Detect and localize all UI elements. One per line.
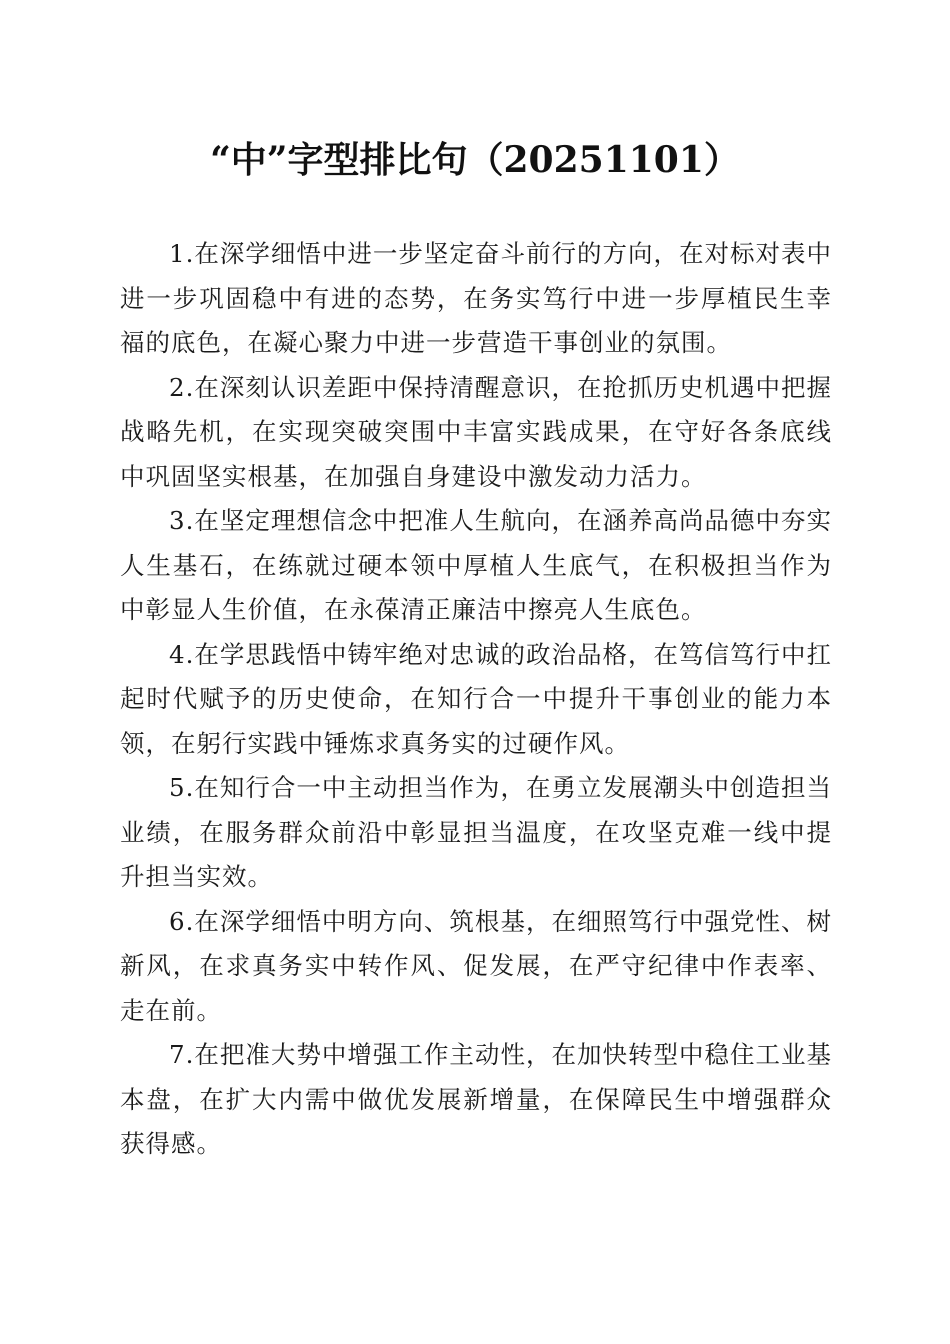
- document-body: [120, 232, 832, 1167]
- paragraph-6: 6.在深学细悟中明方向、筑根基，在细照笃行中强党性、树新风，在求真务实中转作风、促发展，在严守纪律中作表率、走在前。: [120, 906, 832, 1025]
- paragraph-3: 3.在坚定理想信念中把准人生航向，在涵养高尚品德中夯实人生基石，在练就过硬本领中厚植人生底气，在积极担当作为中彰显人生价值，在永葆清正廉洁中擦亮人生底色。: [120, 506, 832, 624]
- document-title: “中”字型排比句（20251101）: [210, 139, 740, 181]
- paragraph-5: 5.在知行合一中主动担当作为，在勇立发展潮头中创造担当业绩，在服务群众前沿中彰显担当温度，在攻坚克难一线中提升担当实效。: [120, 773, 832, 891]
- paragraph-1: 1.在深学细悟中进一步坚定奋斗前行的方向，在对标对表中进一步巩固稳中有进的态势，在务实笃行中进一步厚植民生幸福的底色，在凝心聚力中进一步营造干事创业的氛围。: [120, 239, 832, 357]
- paragraph-4: 4.在学思践悟中铸牢绝对忠诚的政治品格，在笃信笃行中扛起时代赋予的历史使命，在知行合一中提升干事创业的能力本领，在躬行实践中锤炼求真务实的过硬作风。: [120, 639, 832, 758]
- paragraph-2: 2.在深刻认识差距中保持清醒意识，在抢抓历史机遇中把握战略先机，在实现突破突围中丰富实践成果，在守好各条底线中巩固坚实根基，在加强自身建设中激发动力活力。: [120, 372, 832, 491]
- paragraph-7: 7.在把准大势中增强工作主动性，在加快转型中稳住工业基本盘，在扩大内需中做优发展新增量，在保障民生中增强群众获得感。: [120, 1040, 832, 1158]
